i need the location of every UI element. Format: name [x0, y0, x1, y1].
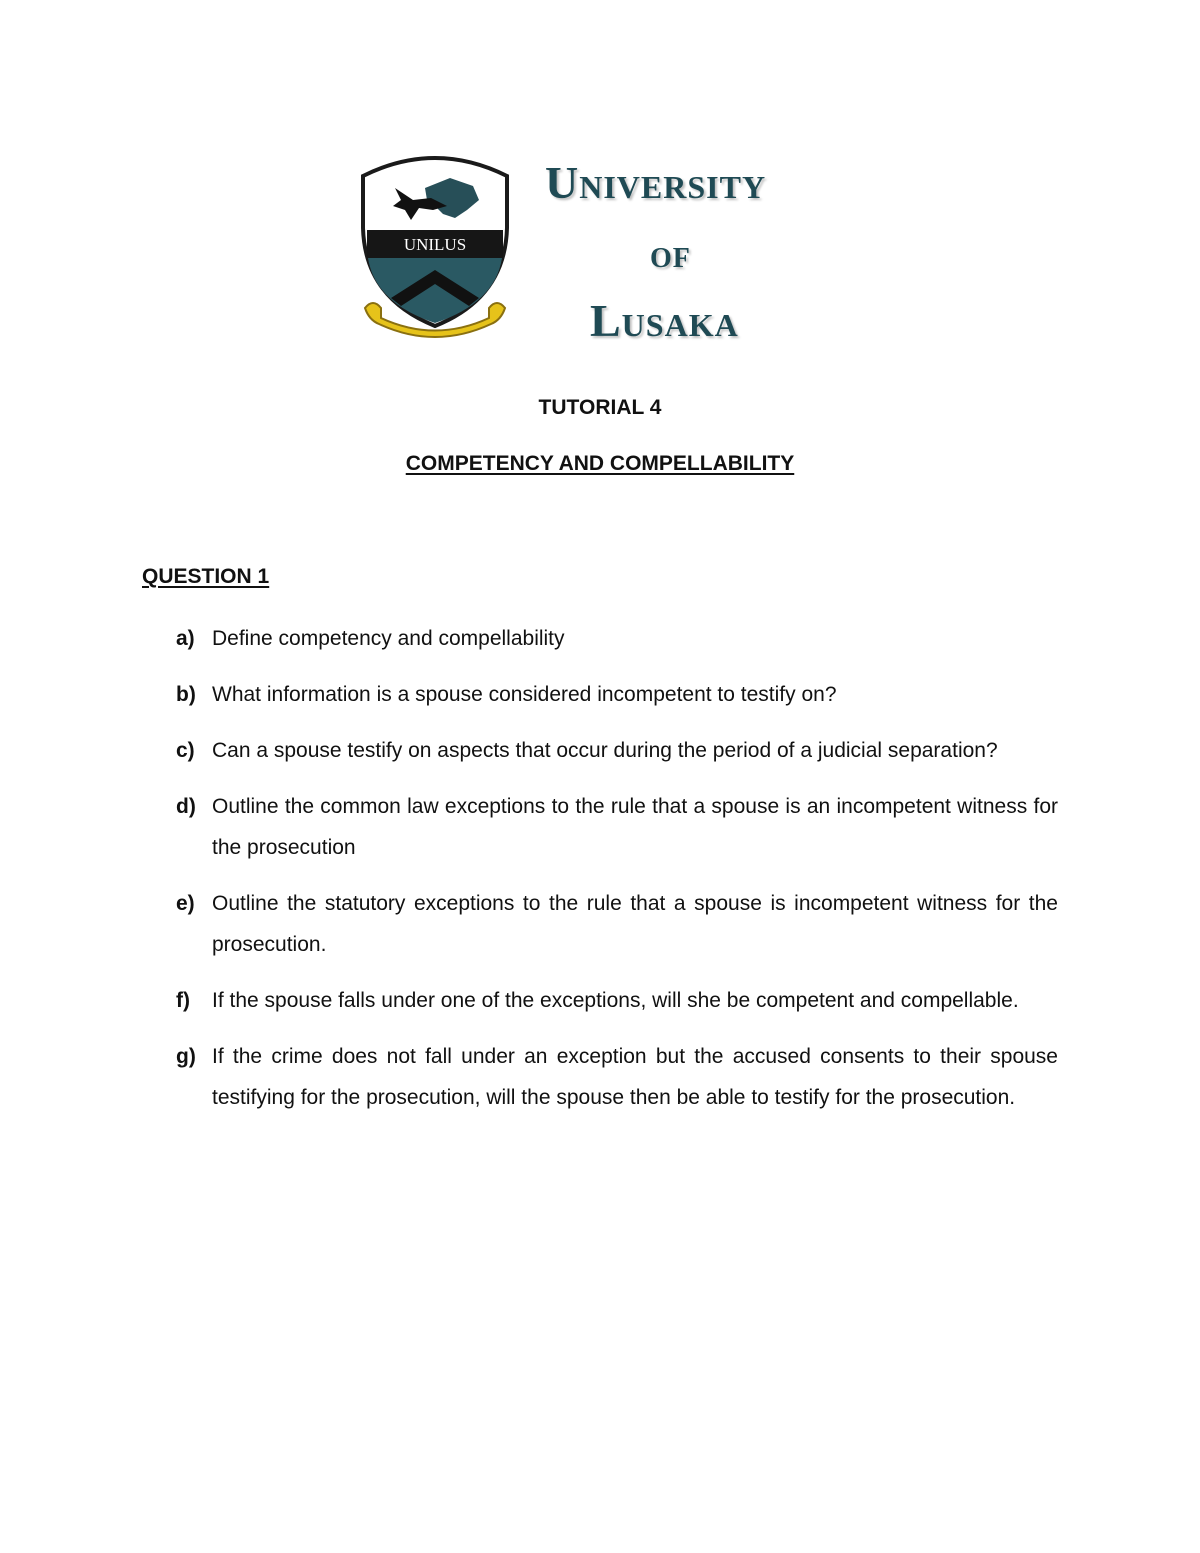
question-letter: f) — [176, 989, 190, 1012]
question-heading: QUESTION 1 — [142, 565, 270, 588]
question-item-e — [142, 883, 1058, 965]
question-item-a — [142, 618, 1058, 659]
question-item-c — [142, 730, 1058, 771]
question-letter: g) — [176, 1045, 196, 1068]
question-text: If the spouse falls under one of the exceptions, will she be competent and compellable. — [212, 989, 1019, 1012]
question-item-f — [142, 980, 1058, 1021]
question-item-b — [142, 674, 1058, 715]
question-letter: b) — [176, 683, 196, 706]
question-item-d — [142, 786, 1058, 868]
topic-title: COMPETENCY AND COMPELLABILITY — [405, 452, 795, 475]
crest-text: UNILUS — [403, 235, 467, 254]
question-letter: c) — [176, 739, 195, 762]
university-name — [545, 148, 825, 353]
question-text: Can a spouse testify on aspects that occur during the period of a judicial separation? — [212, 739, 998, 762]
question-text: If the crime does not fall under an exception but the accused consents to their spouse testifying for the prosecution, will the spouse then be able to testify for the prosecution. — [212, 1045, 1058, 1109]
question-item-g — [142, 1036, 1058, 1118]
university-name-line-1: University — [545, 157, 767, 208]
topic-title-wrapper — [0, 452, 1200, 476]
question-letter: a) — [176, 627, 195, 650]
question-text: What information is a spouse considered incompetent to testify on? — [212, 683, 837, 706]
university-name-line-3: Lusaka — [590, 295, 739, 346]
question-text: Define competency and compellability — [212, 627, 565, 650]
question-letter: e) — [176, 892, 195, 915]
tutorial-title: TUTORIAL 4 — [538, 396, 662, 419]
university-crest-logo — [355, 148, 515, 353]
university-name-line-2: of — [650, 231, 691, 276]
question-text: Outline the statutory exceptions to the rule that a spouse is incompetent witness for the prosecution. — [212, 892, 1058, 956]
university-header — [355, 148, 825, 358]
question-list — [142, 618, 1058, 1133]
question-text: Outline the common law exceptions to the rule that a spouse is an incompetent witness for the prosecution — [212, 795, 1058, 859]
question-letter: d) — [176, 795, 196, 818]
